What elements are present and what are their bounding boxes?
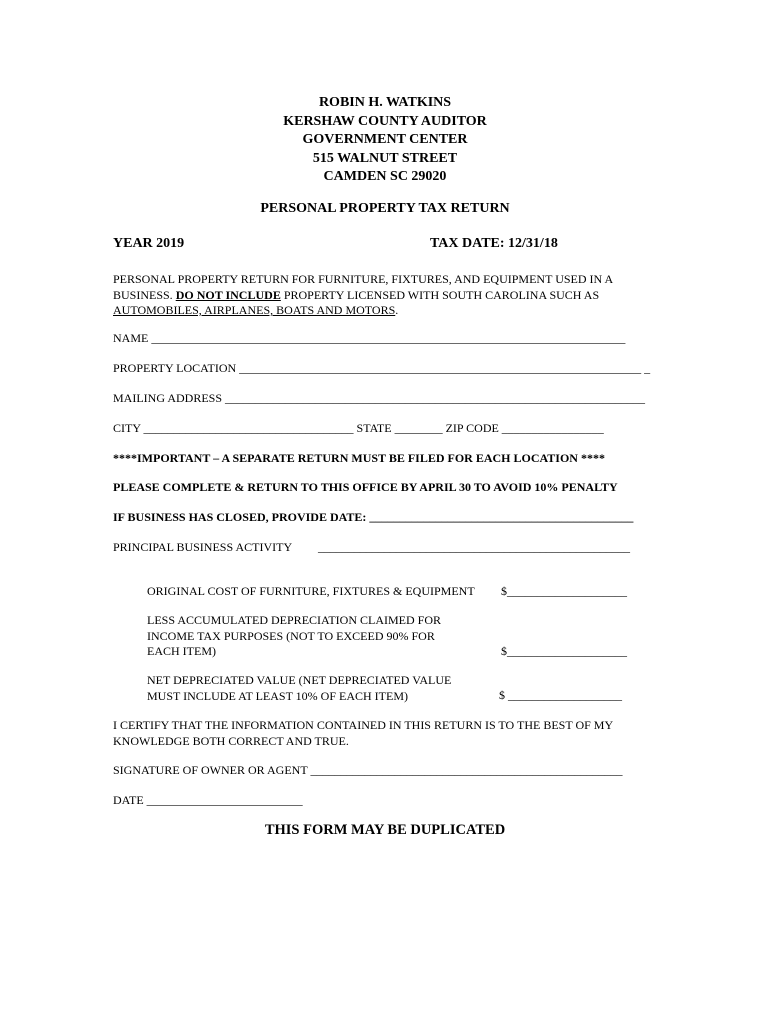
- intro-line-3: [113, 303, 613, 319]
- year-label: YEAR 2019: [113, 236, 185, 251]
- duplication-notice: THIS FORM MAY BE DUPLICATED: [264, 822, 506, 838]
- principal-activity-label: PRINCIPAL BUSINESS ACTIVITY: [113, 540, 293, 554]
- mailing-address-field[interactable]: MAILING ADDRESS ______________________________________________________________________: [113, 391, 646, 405]
- certification-statement: [113, 718, 613, 749]
- header-title: KERSHAW COUNTY AUDITOR: [283, 113, 487, 129]
- deadline-notice: PLEASE COMPLETE & RETURN TO THIS OFFICE BY APRIL 30 TO AVOID 10% PENALTY: [113, 480, 618, 494]
- header-building: GOVERNMENT CENTER: [302, 132, 468, 147]
- net-value-line-2: MUST INCLUDE AT LEAST 10% OF EACH ITEM): [147, 688, 409, 703]
- intro-line-1: PERSONAL PROPERTY RETURN FOR FURNITURE, FIXTURES, AND EQUIPMENT USED IN A: [113, 272, 614, 286]
- form-title: PERSONAL PROPERTY TAX RETURN: [260, 201, 510, 216]
- intro-period: .: [395, 303, 399, 317]
- date-field[interactable]: DATE __________________________: [113, 793, 303, 807]
- header-name: ROBIN H. WATKINS: [318, 95, 452, 110]
- depreciation-field[interactable]: $____________________: [501, 644, 627, 658]
- city-state-zip-field[interactable]: CITY ___________________________________ STATE ________ ZIP CODE _________________: [113, 421, 604, 435]
- tax-date-label: TAX DATE: 12/31/18: [430, 236, 558, 251]
- intro-business: BUSINESS.: [113, 287, 176, 302]
- depreciation-line-1: LESS ACCUMULATED DEPRECIATION CLAIMED FOR: [147, 613, 442, 627]
- principal-activity-field[interactable]: ____________________________________________________: [318, 540, 630, 554]
- net-value-line-1: NET DEPRECIATED VALUE (NET DEPRECIATED VALUE: [147, 673, 452, 687]
- certification-line-1: I CERTIFY THAT THE INFORMATION CONTAINED IN THIS RETURN IS TO THE BEST OF MY: [113, 718, 614, 732]
- depreciation-line-3: EACH ITEM): [147, 644, 216, 658]
- intro-line-2: [113, 288, 613, 304]
- excluded-vehicles: AUTOMOBILES, AIRPLANES, BOATS AND MOTORS: [113, 303, 396, 317]
- name-field[interactable]: NAME _______________________________________________________________________________: [113, 331, 626, 345]
- net-value-label: [147, 673, 451, 704]
- original-cost-field[interactable]: $____________________: [501, 584, 627, 598]
- certification-line-2: KNOWLEDGE BOTH CORRECT AND TRUE.: [113, 733, 349, 748]
- depreciation-label: [147, 613, 441, 660]
- do-not-include: DO NOT INCLUDE: [175, 287, 281, 302]
- header-city: CAMDEN SC 29020: [323, 169, 447, 184]
- intro-licensed: PROPERTY LICENSED WITH SOUTH CAROLINA SUCH AS: [280, 287, 600, 302]
- intro-paragraph: [113, 272, 613, 319]
- original-cost-label: ORIGINAL COST OF FURNITURE, FIXTURES & EQUIPMENT: [147, 584, 475, 598]
- depreciation-line-2: INCOME TAX PURPOSES (NOT TO EXCEED 90% FOR: [147, 628, 435, 643]
- signature-field[interactable]: SIGNATURE OF OWNER OR AGENT ____________________________________________________: [113, 763, 623, 777]
- business-closed-field[interactable]: IF BUSINESS HAS CLOSED, PROVIDE DATE: ____________________________________________: [113, 510, 634, 524]
- property-location-field[interactable]: PROPERTY LOCATION ___________________________________________________________________ _: [113, 361, 651, 375]
- header-street: 515 WALNUT STREET: [312, 150, 458, 166]
- auditor-header: [0, 94, 770, 187]
- important-notice: ****IMPORTANT – A SEPARATE RETURN MUST BE FILED FOR EACH LOCATION ****: [113, 451, 605, 465]
- net-value-field[interactable]: $ ___________________: [499, 688, 622, 702]
